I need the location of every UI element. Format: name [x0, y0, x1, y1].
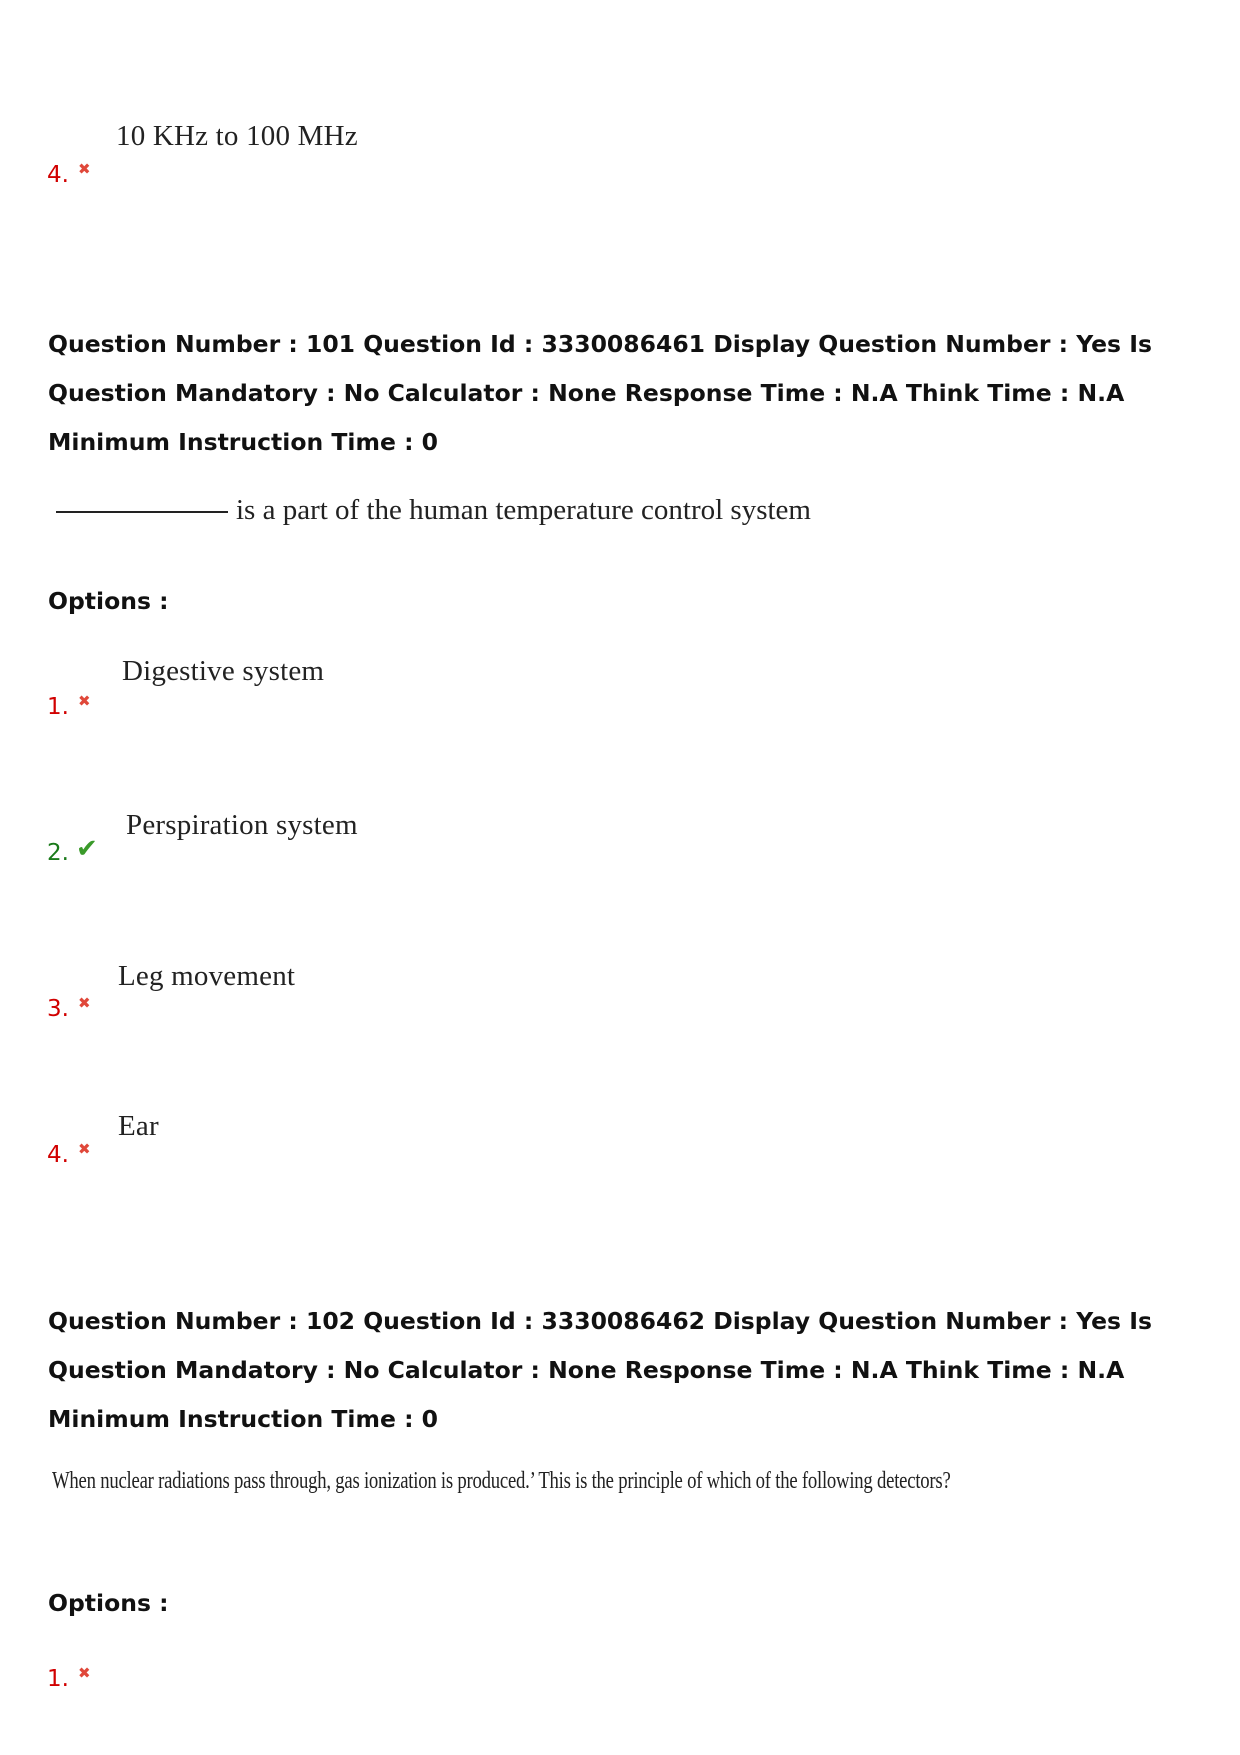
question-text [56, 494, 811, 527]
option-number [47, 162, 69, 188]
answer-blank [56, 511, 228, 513]
option-text: 10 KHz to 100 MHz [116, 120, 358, 152]
option-number: 2. [47, 840, 69, 866]
options-label: Options : [48, 1589, 169, 1617]
option-text: Ear [118, 1110, 159, 1142]
option-text: Digestive system [122, 655, 325, 687]
question-meta: Question Number : 102 Question Id : 3330086462 Display Question Number : Yes Is Question Mandatory : No Calculator : None Response Time : N.A Think Time : N.A Minimum Instruction Time : 0 [48, 1307, 1152, 1433]
option-number: 1. [47, 1666, 69, 1692]
options-label: Options : [48, 587, 169, 615]
option-text: Leg movement [118, 960, 296, 992]
question-text-body: is a part of the human temperature control system [236, 494, 811, 526]
option-text: Perspiration system [126, 809, 358, 841]
question-meta: Question Number : 101 Question Id : 3330086461 Display Question Number : Yes Is Question Mandatory : No Calculator : None Response Time : N.A Think Time : N.A Minimum Instruction Time : 0 [48, 330, 1152, 456]
option-number-label: 4. [47, 162, 69, 188]
option-number: 3. [47, 996, 69, 1022]
option-number: 1. [47, 694, 69, 720]
option-number: 4. [47, 1142, 69, 1168]
question-text: When nuclear radiations pass through, gas ionization is produced.’ This is the principle of which of the following detectors? [52, 1468, 951, 1494]
